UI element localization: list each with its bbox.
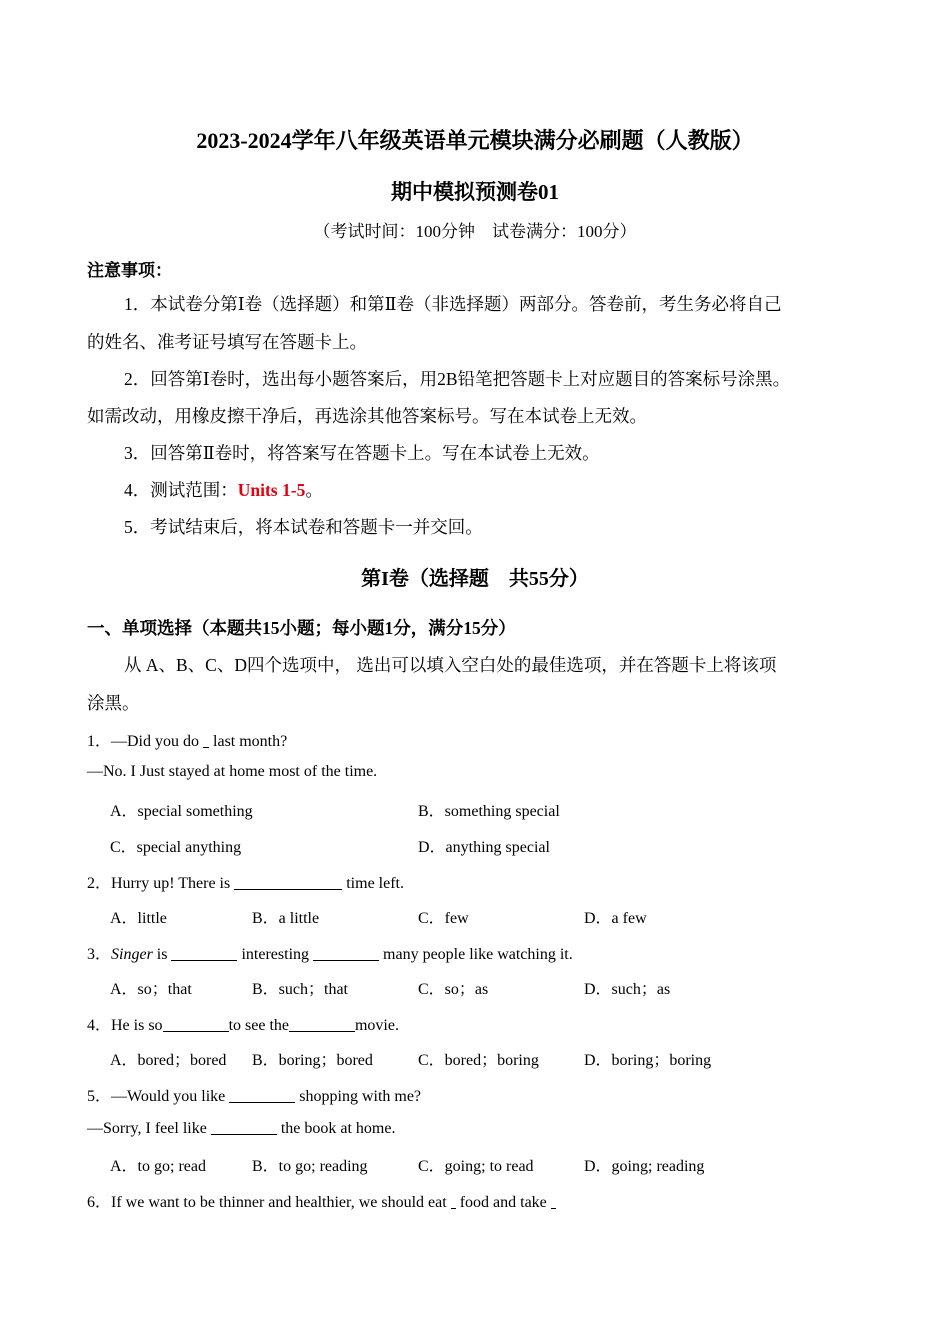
question-2-stem (87, 870, 404, 893)
question-2-text-a: 2．Hurry up! There is (87, 875, 235, 892)
notice-item-4 (124, 477, 323, 502)
notice-item-4-prefix: 4．测试范围： (124, 480, 238, 500)
answer-blank (171, 944, 237, 961)
question-2-text-b: time left. (342, 875, 404, 892)
question-5-option-b: B．to go; reading (252, 1158, 368, 1175)
question-1-option-a: A．special something (110, 803, 253, 820)
instruction-line-2: 涂黑。 (87, 693, 140, 713)
part-heading: 一、单项选择（本题共15小题；每小题1分，满分15分） (87, 618, 516, 638)
section-title: 第I卷（选择题 共55分） (361, 568, 589, 590)
question-3-number: 3． (87, 946, 112, 963)
answer-blank (211, 1118, 277, 1135)
question-5-line-2 (87, 1118, 395, 1138)
question-5-text-b: shopping with me? (295, 1088, 422, 1105)
question-4-option-b: B．boring；bored (252, 1052, 373, 1069)
question-3-text-a: is (152, 946, 172, 963)
test-range: Units 1-5 (237, 480, 306, 500)
question-5-line-2-text-b: the book at home. (276, 1120, 396, 1137)
question-6-text-b: food and take (455, 1194, 551, 1211)
page-subtitle: 期中模拟预测卷01 (391, 180, 559, 204)
question-4-option-c: C．bored；boring (418, 1052, 539, 1069)
question-4-text-a: 4．He is so (87, 1017, 163, 1034)
notice-item-5: 5．考试结束后，将本试卷和答题卡一并交回。 (124, 517, 483, 537)
question-4-option-a: A．bored；bored (110, 1052, 227, 1069)
question-5-line-2-text-a: —Sorry, I feel like (87, 1120, 211, 1137)
question-5-stem (87, 1083, 421, 1106)
instruction-line-1: 从 A、B、C、D四个选项中， 选出可以填入空白处的最佳选项，并在答题卡上将该项 (124, 655, 777, 675)
answer-blank (229, 1086, 295, 1103)
question-3-text-b: interesting (237, 946, 314, 963)
answer-blank (234, 873, 342, 890)
question-1-option-b: B．something special (418, 803, 560, 820)
question-1-option-c: C．special anything (110, 839, 242, 856)
question-5-text-a: 5．—Would you like (87, 1088, 230, 1105)
question-2-option-a: A．little (110, 910, 167, 927)
question-1-stem (87, 728, 287, 751)
notice-item-1-line-2: 的姓名、准考证号填写在答题卡上。 (87, 332, 367, 352)
question-6-stem (87, 1189, 556, 1212)
tv-show-title: Singer (111, 946, 153, 963)
notice-item-3: 3．回答第Ⅱ卷时，将答案写在答题卡上。写在本试卷上无效。 (124, 443, 600, 463)
question-3-option-a: A．so；that (110, 981, 192, 998)
question-5-option-d: D．going; reading (584, 1158, 705, 1175)
answer-blank (289, 1015, 355, 1032)
question-4-text-c: movie. (354, 1017, 399, 1034)
notice-item-4-suffix: 。 (305, 480, 323, 500)
exam-info: （考试时间：100分钟 试卷满分：100分） (313, 222, 637, 241)
question-3-option-d: D．such；as (584, 981, 671, 998)
page-title: 2023-2024学年八年级英语单元模块满分必刷题（人教版） (196, 128, 754, 153)
question-2-option-b: B．a little (252, 910, 320, 927)
answer-blank (313, 944, 379, 961)
question-5-option-c: C．going; to read (418, 1158, 534, 1175)
question-2-option-d: D．a few (584, 910, 647, 927)
question-3-text-c: many people like watching it. (379, 946, 573, 963)
question-2-option-c: C．few (418, 910, 469, 927)
question-3-option-c: C．so；as (418, 981, 489, 998)
question-3-option-b: B．such；that (252, 981, 348, 998)
question-4-stem (87, 1012, 399, 1035)
question-1-option-d: D．anything special (418, 839, 550, 856)
question-4-option-d: D．boring；boring (584, 1052, 712, 1069)
notice-item-2-line-2: 如需改动，用橡皮擦干净后，再选涂其他答案标号。写在本试卷上无效。 (87, 406, 647, 426)
answer-blank (163, 1015, 229, 1032)
answer-blank (551, 1192, 556, 1209)
notice-heading: 注意事项： (87, 261, 172, 280)
question-6-text-a: 6．If we want to be thinner and healthier, we should eat (87, 1194, 451, 1211)
question-5-option-a: A．to go; read (110, 1158, 206, 1175)
question-3-stem (87, 941, 573, 964)
question-1-text-b: last month? (209, 733, 288, 750)
notice-item-1-line-1: 1．本试卷分第Ⅰ卷（选择题）和第Ⅱ卷（非选择题）两部分。答卷前，考生务必将自己 (124, 294, 782, 314)
question-4-text-b: to see the (228, 1017, 289, 1034)
question-1-text-a: 1．—Did you do (87, 733, 204, 750)
notice-item-2-line-1: 2．回答第Ⅰ卷时，选出每小题答案后，用2B铅笔把答题卡上对应题目的答案标号涂黑。 (124, 369, 791, 389)
question-1-line-2: —No. I Just stayed at home most of the time. (87, 763, 378, 780)
